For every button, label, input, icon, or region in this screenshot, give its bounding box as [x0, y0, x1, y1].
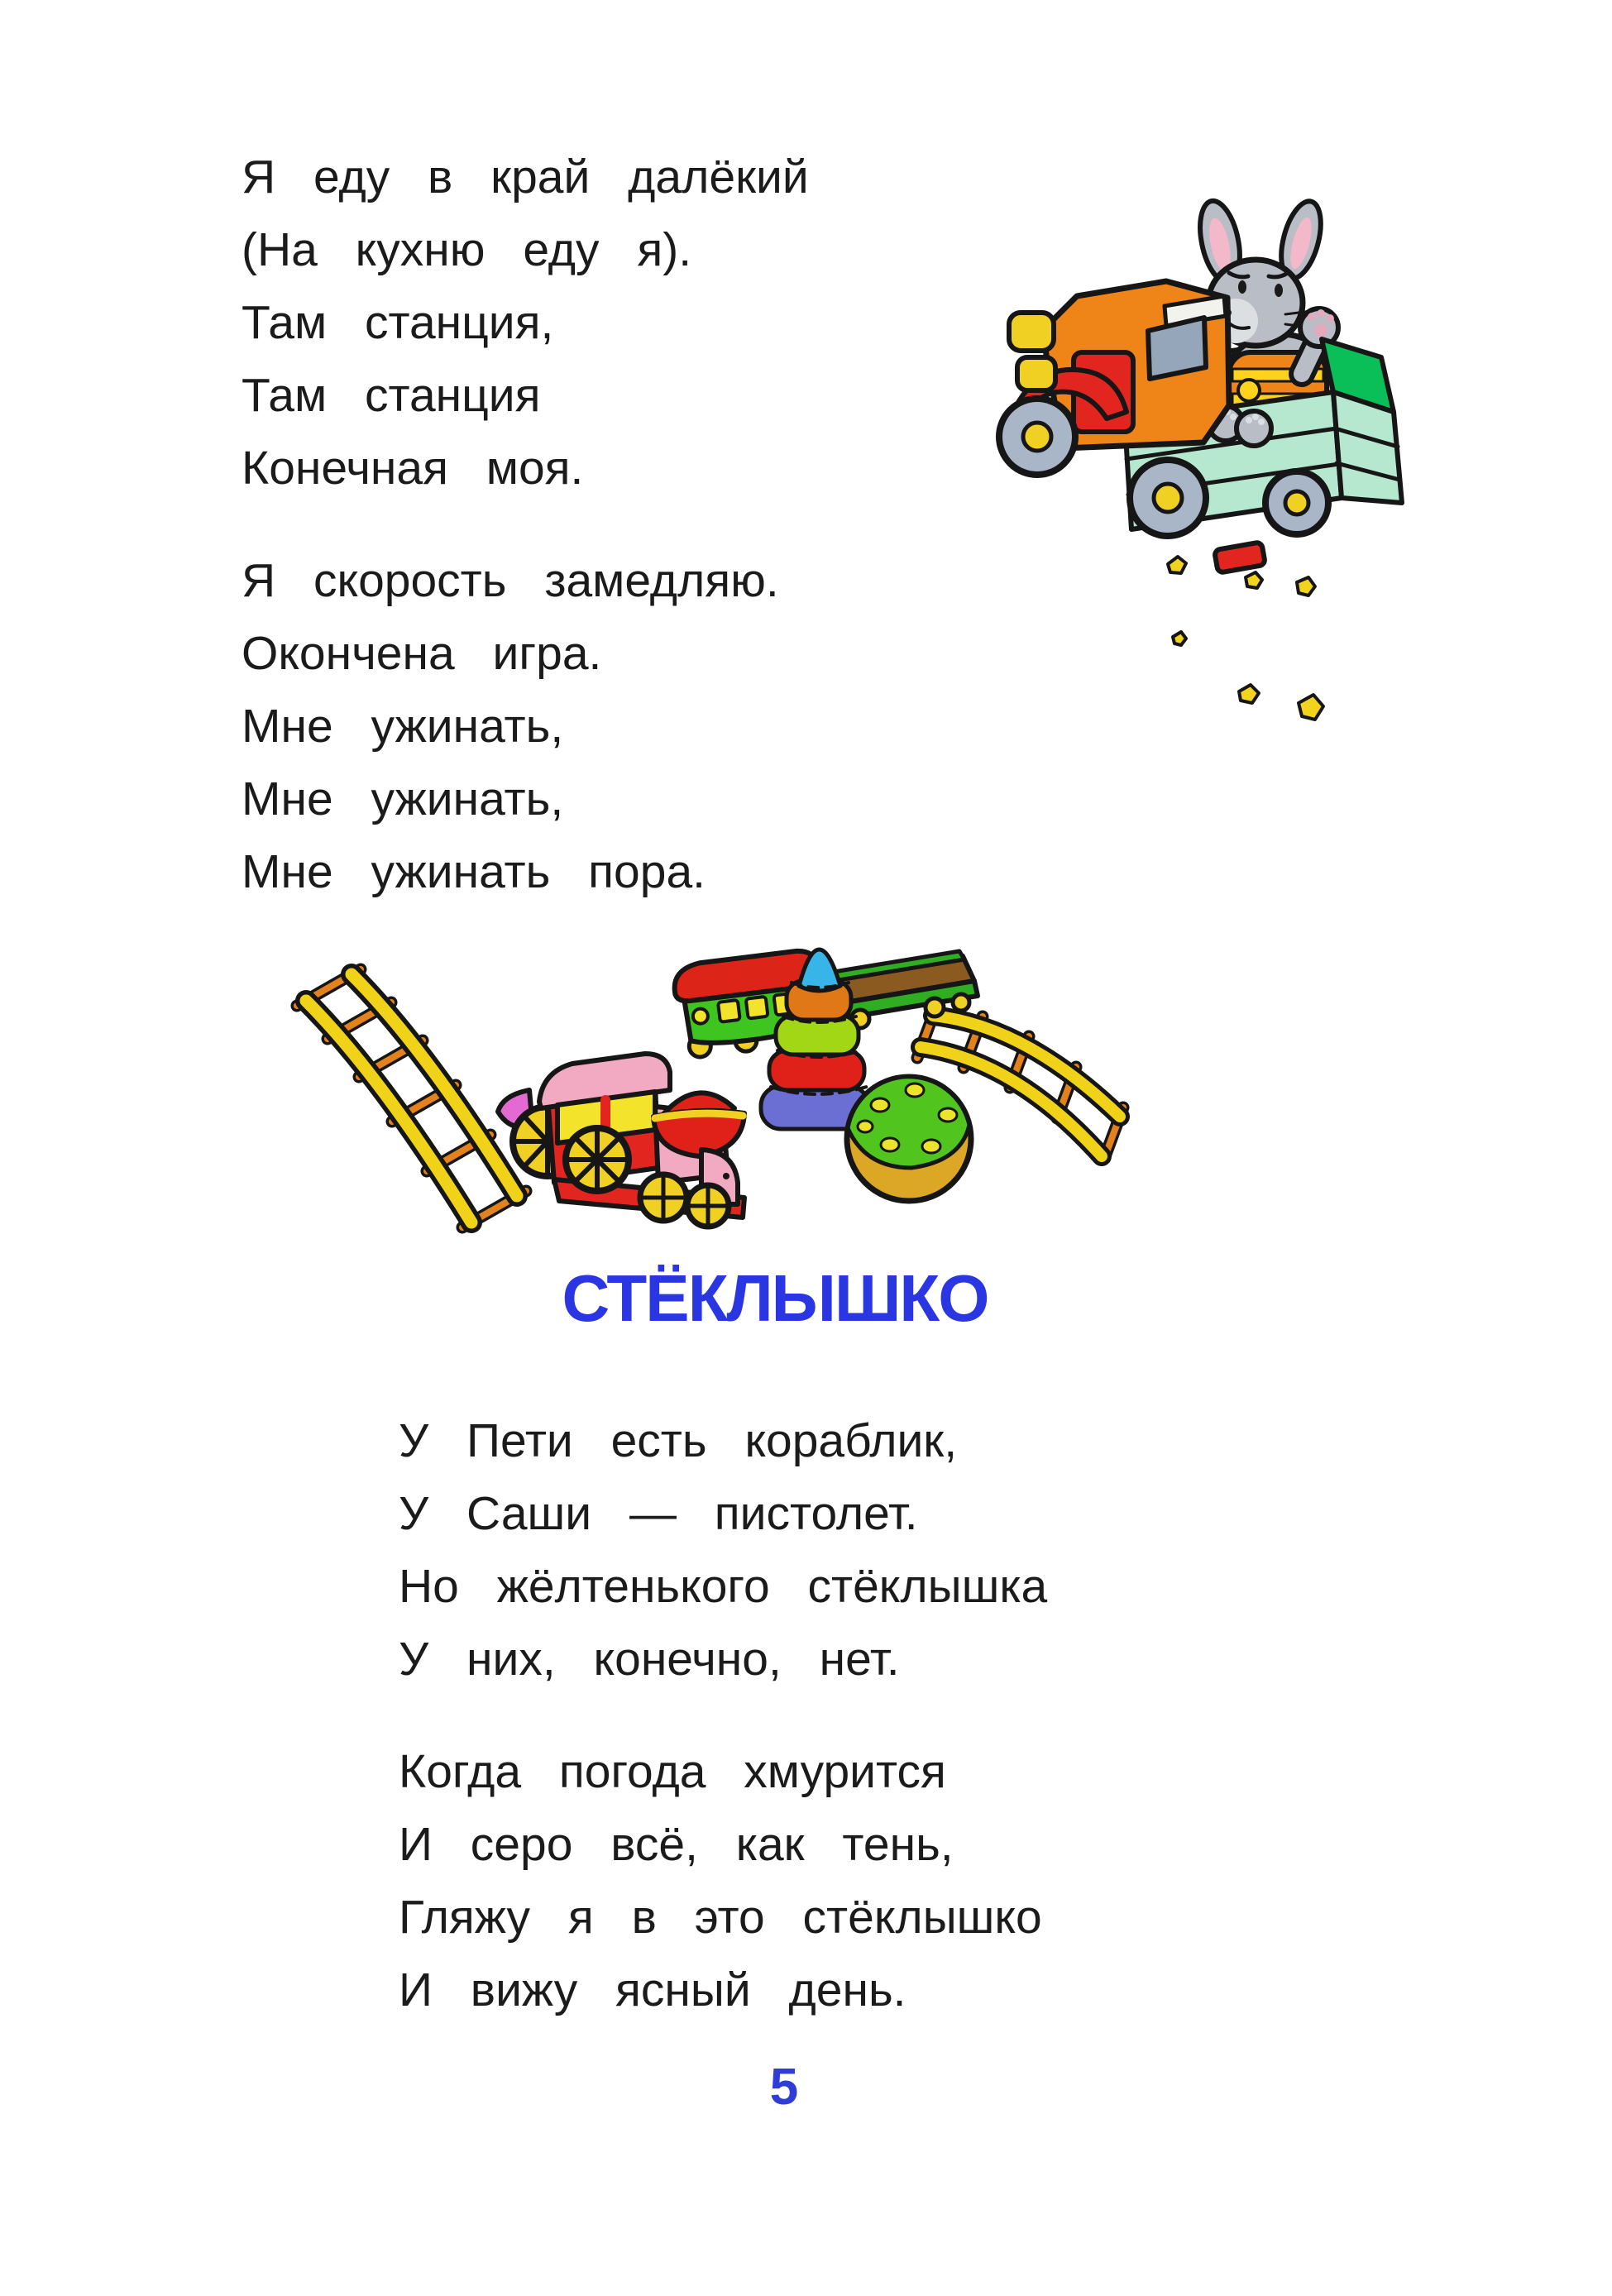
poem-line: Я скорость замедляю. [242, 554, 779, 607]
poem-line: Мне ужинать, [242, 700, 564, 753]
poem-line: Но жёлтенького стёклышка [399, 1560, 1048, 1613]
poem-stanza [399, 1404, 1047, 1696]
poem-line: Мне ужинать пора. [242, 845, 706, 898]
poem-untitled [242, 141, 809, 908]
poem-line: Гляжу я в это стёклышко [399, 1891, 1042, 1944]
toys-icon [281, 910, 1158, 1257]
toys-illustration [281, 910, 1158, 1257]
locomotive [498, 1054, 744, 1227]
poem-stanza [242, 544, 809, 908]
poem-line: Конечная моя. [242, 442, 584, 495]
rabbit-truck-illustration [951, 190, 1447, 769]
poem-steklyshko [399, 1404, 1047, 2026]
poem-stanza [242, 141, 809, 505]
rabbit-truck-icon [951, 190, 1447, 769]
poem-stanza [399, 1735, 1047, 2026]
crumbs [1168, 557, 1323, 720]
poem-line: У них, конечно, нет. [399, 1633, 900, 1686]
page-number: 5 [769, 2059, 799, 2116]
headlight [1017, 357, 1055, 390]
poem-line: Там станция, [242, 296, 554, 349]
poem-line: Когда погода хмурится [399, 1745, 946, 1798]
poem-line: И вижу ясный день. [399, 1964, 906, 2016]
poem-line: Мне ужинать, [242, 773, 564, 825]
poem-line: Окончена игра. [242, 627, 602, 680]
train-track-left [297, 969, 526, 1227]
poem-line: У Саши — пистолет. [399, 1487, 918, 1540]
headlight [1009, 313, 1054, 351]
poem-title: СТЁКЛЫШКО [562, 1261, 988, 1335]
truck-cab [999, 281, 1229, 475]
poem-line: И серо всё, как тень, [399, 1818, 954, 1871]
ball [847, 1077, 971, 1201]
poem-line: У Пети есть кораблик, [399, 1414, 958, 1467]
poem-line: Там станция [242, 369, 541, 422]
poem-line: (На кухню еду я). [242, 223, 692, 276]
poem-line: Я еду в край далёкий [242, 151, 809, 203]
